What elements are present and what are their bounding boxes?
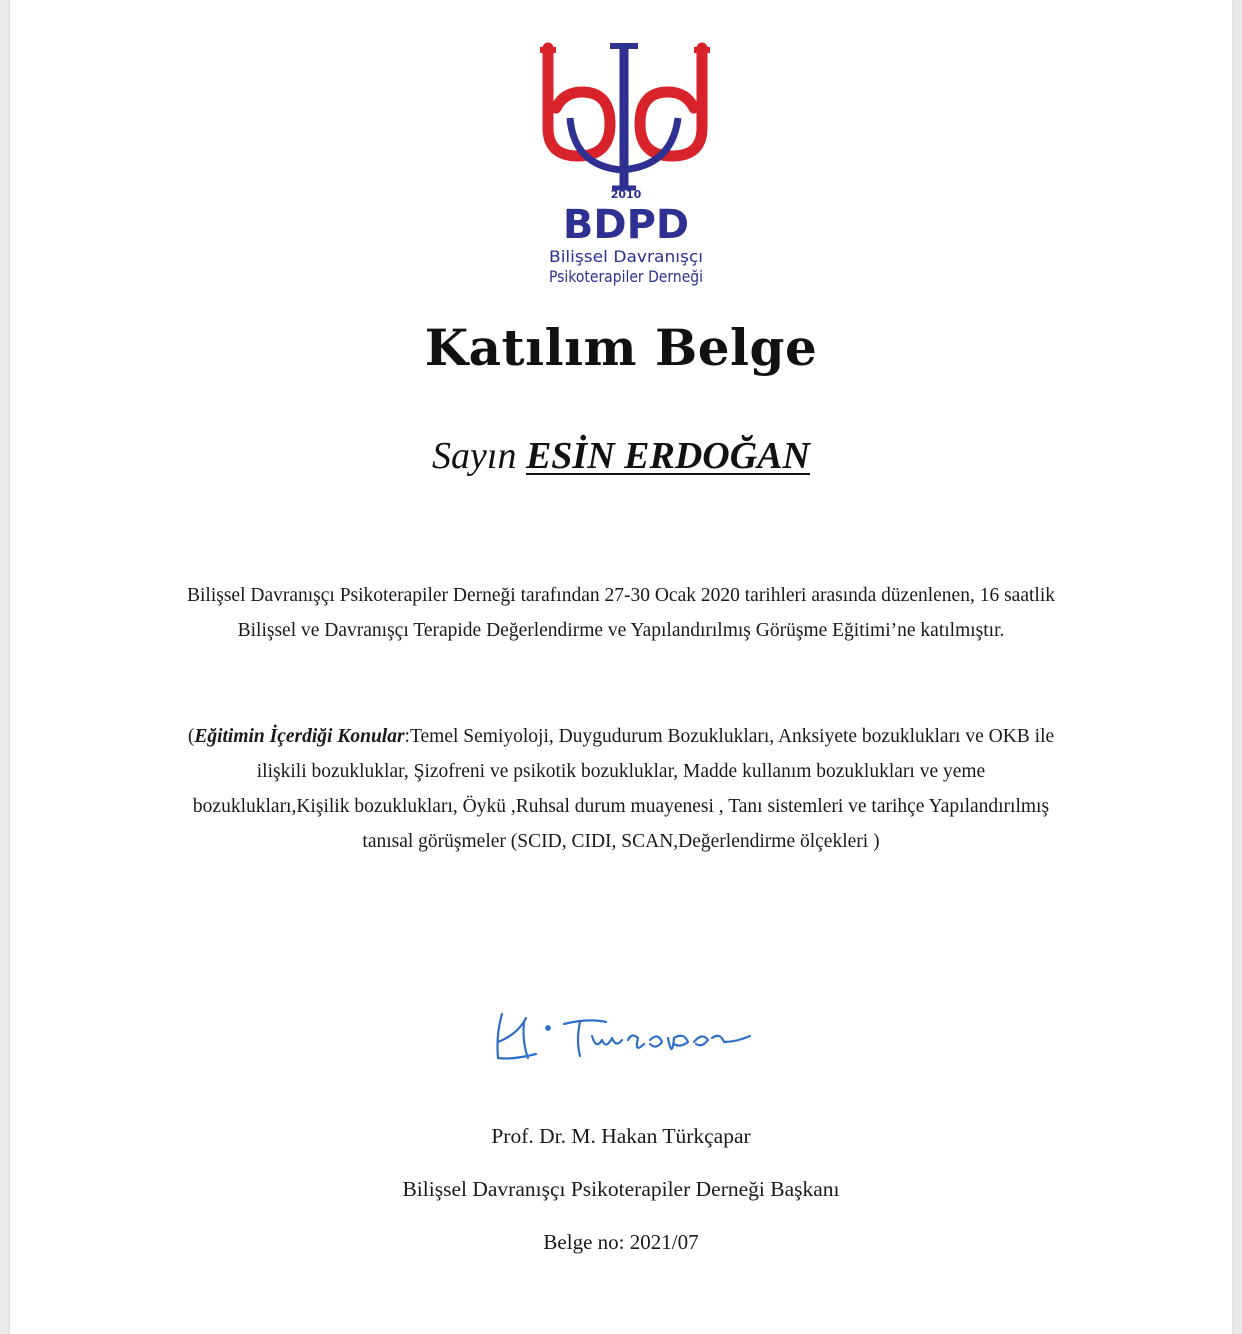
document-number: Belge no: 2021/07 — [543, 1230, 699, 1254]
certificate-title: Katılım Belge — [424, 318, 818, 377]
participation-paragraph — [180, 578, 1062, 648]
logo-name-line1: Bilişsel Davranışçı — [549, 247, 703, 266]
bdpd-logo-graphic — [526, 38, 726, 290]
logo-year: 2010 — [610, 188, 642, 201]
topics-text: :Temel Semiyoloji, Duygudurum Bozuklukları, Anksiyete bozuklukları ve OKB ile ilişkili bozukluklar, Şizofreni ve psikotik bozukluklar, Madde kullanım bozuklukları ve yeme bozuklukları,Kişilik bozuklukları, Öykü ,Ruhsal durum muayenesi , Tanı sistemleri ve tarihçe Yapılandırılmış tanısal görüşmeler (SCID, CIDI, SCAN,Değerlendirme ölçekleri ) — [192, 726, 1055, 852]
topics-lead: Eğitimin İçerdiği Konular — [194, 726, 405, 747]
signer-role: Bilişsel Davranışçı Psikoterapiler Derneği Başkanı — [402, 1177, 840, 1201]
signature-graphic — [488, 1004, 760, 1074]
salutation: Sayın — [432, 435, 517, 477]
recipient-name: ESİN ERDOĞAN — [525, 435, 810, 477]
participation-line-1: Bilişsel Davranışçı Psikoterapiler Derneği tarafından 27-30 Ocak 2020 tarihleri arasında düzenlenen, 16 saatlik — [186, 585, 1055, 606]
logo-name-line2: Psikoterapiler Derneği — [549, 267, 703, 286]
recipient-line — [0, 434, 1242, 478]
signer-name: Prof. Dr. M. Hakan Türkçapar — [491, 1124, 751, 1148]
topics-paragraph — [180, 719, 1062, 859]
logo-abbreviation: BDPD — [562, 202, 690, 248]
signature — [488, 1004, 760, 1074]
topics-open-paren: ( — [187, 726, 195, 747]
bdpd-logo — [526, 38, 726, 290]
participation-line-2: Bilişsel ve Davranışçı Terapide Değerlendirme ve Yapılandırılmış Görüşme Eğitimi’ne katılmıştır. — [237, 620, 1005, 641]
